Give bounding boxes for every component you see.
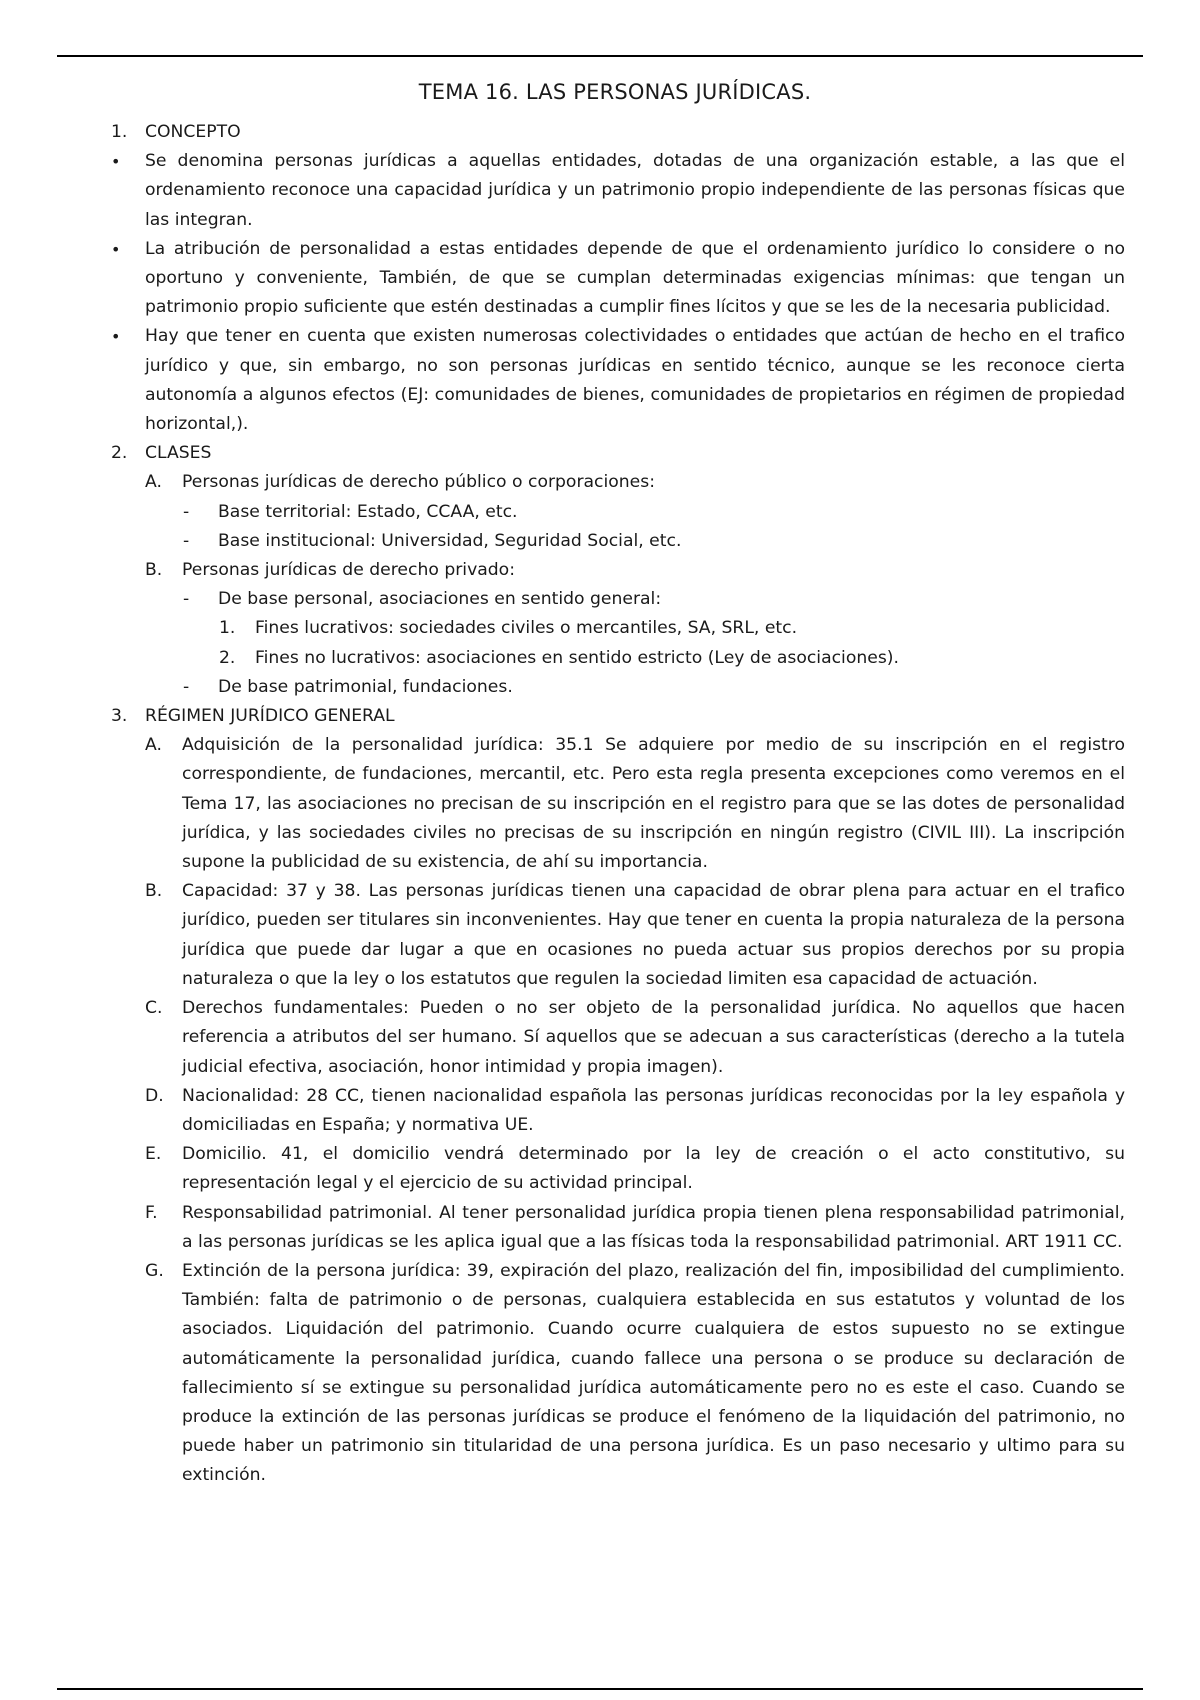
section-clases-heading	[0, 439, 1200, 468]
list-item	[0, 1140, 1200, 1198]
list-item	[0, 235, 1200, 323]
section-regimen-heading	[0, 702, 1200, 731]
paragraph-text: Se denomina personas jurídicas a aquellas entidades, dotadas de una organización estable, a las que el ordenamiento reconoce una capacidad jurídica y un patrimonio propio independiente de las personas físicas que las integran.	[145, 151, 1125, 230]
dash-marker: -	[183, 501, 190, 522]
list-item	[0, 644, 1200, 673]
list-item	[0, 1082, 1200, 1140]
paragraph-text: Personas jurídicas de derecho privado:	[182, 560, 515, 581]
paragraph-text: Hay que tener en cuenta que existen numerosas colectividades o entidades que actúan de hecho en el trafico jurídico y que, sin embargo, no son personas jurídicas en sentido técnico, aunque se les reconoce cierta autonomía a algunos efectos (EJ: comunidades de bienes, comunidades de propietarios en régimen de propiedad horizontal,).	[145, 326, 1125, 435]
list-item	[0, 468, 1200, 497]
paragraph-text: Base territorial: Estado, CCAA, etc.	[218, 501, 518, 522]
paragraph-text: De base personal, asociaciones en sentido general:	[218, 589, 662, 610]
list-item	[0, 585, 1200, 614]
section-number: 1.	[111, 122, 128, 142]
item-number: 1.	[219, 618, 236, 639]
paragraph-text: La atribución de personalidad a estas entidades depende de que el ordenamiento jurídico lo considere o no oportuno y conveniente, También, de que se cumplan determinadas exigencias mínimas: que tengan un patrimonio propio suficiente que estén destinadas a cumplir fines lícitos y que se les de la necesaria publicidad.	[145, 238, 1125, 318]
paragraph-text: Personas jurídicas de derecho público o corporaciones:	[182, 472, 655, 493]
list-item	[0, 527, 1200, 556]
paragraph-text: Domicilio. 41, el domicilio vendrá determinado por la ley de creación o el acto constitutivo, su representación legal y el ejercicio de su actividad principal.	[182, 1144, 1125, 1194]
dash-marker: -	[183, 589, 190, 610]
dash-marker: -	[183, 676, 190, 697]
list-item	[0, 147, 1200, 235]
section-title: RÉGIMEN JURÍDICO GENERAL	[145, 706, 395, 727]
paragraph-text: De base patrimonial, fundaciones.	[218, 676, 513, 697]
item-letter: A.	[145, 735, 162, 756]
document-page	[0, 72, 1200, 1491]
paragraph-text: Adquisición de la personalidad jurídica: 35.1 Se adquiere por medio de su inscripción en el registro correspondiente, de fundaciones, mercantil, etc. Pero esta regla presenta excepciones como veremos en el Tema 17, las asociaciones no precisan de su inscripción en el registro para que se las dotes de personalidad jurídica, y las sociedades civiles no precisas de su inscripción en ningún registro (CIVIL III). La inscripción supone la publicidad de su existencia, de ahí su importancia.	[182, 735, 1125, 873]
item-letter: G.	[145, 1260, 164, 1281]
item-letter: D.	[145, 1085, 164, 1106]
bullet-marker: •	[111, 152, 121, 172]
list-item	[0, 322, 1200, 439]
bullet-marker: •	[111, 327, 121, 347]
item-number: 2.	[219, 647, 236, 668]
section-title: CONCEPTO	[145, 122, 241, 142]
list-item	[0, 1199, 1200, 1257]
top-rule	[57, 55, 1143, 57]
list-item	[0, 994, 1200, 1082]
item-letter: A.	[145, 472, 162, 493]
dash-marker: -	[183, 530, 190, 551]
paragraph-text: Fines no lucrativos: asociaciones en sentido estricto (Ley de asociaciones).	[255, 647, 899, 668]
paragraph-text: Nacionalidad: 28 CC, tienen nacionalidad española las personas jurídicas reconocidas por la ley española y domiciliadas en España; y normativa UE.	[182, 1085, 1125, 1135]
bottom-rule	[57, 1688, 1143, 1690]
item-letter: F.	[145, 1202, 158, 1223]
paragraph-text: Extinción de la persona jurídica: 39, expiración del plazo, realización del fin, imposibilidad del cumplimiento. También: falta de patrimonio o de personas, cualquiera establecida en sus estatutos y voluntad de los asociados. Liquidación del patrimonio. Cuando ocurre cualquiera de estos supuesto no se extingue automáticamente la personalidad jurídica, cuando fallece una persona o se produce su declaración de fallecimiento sí se extingue su personalidad jurídica automáticamente pero no es este el caso. Cuando se produce la extinción de las personas jurídicas se produce el fenómeno de la liquidación del patrimonio, no puede haber un patrimonio sin titularidad de una persona jurídica. Es un paso necesario y ultimo para su extinción.	[182, 1260, 1125, 1486]
paragraph-text: Derechos fundamentales: Pueden o no ser objeto de la personalidad jurídica. No aquellos que hacen referencia a atributos del ser humano. Sí aquellos que se adecuan a sus características (derecho a la tutela judicial efectiva, asociación, honor intimidad y propia imagen).	[182, 998, 1125, 1077]
item-letter: B.	[145, 560, 163, 581]
paragraph-text: Responsabilidad patrimonial. Al tener personalidad jurídica propia tienen plena responsabilidad patrimonial, a las personas jurídicas se les aplica igual que a las físicas toda la responsabilidad patrimonial. ART 1911 CC.	[182, 1202, 1125, 1252]
list-item	[0, 731, 1200, 877]
section-concepto-heading	[0, 118, 1200, 147]
item-letter: E.	[145, 1144, 162, 1165]
paragraph-text: Capacidad: 37 y 38. Las personas jurídicas tienen una capacidad de obrar plena para actuar en el trafico jurídico, pueden ser titulares sin inconvenientes. Hay que tener en cuenta la propia naturaleza de la persona jurídica que puede dar lugar a que en ocasiones no pueda actuar sus propios derechos por su propia naturaleza o que la ley o los estatutos que regulen la sociedad limiten esa capacidad de actuación.	[182, 881, 1125, 989]
section-title: CLASES	[145, 443, 212, 464]
bullet-marker: •	[111, 239, 121, 259]
list-item	[0, 498, 1200, 527]
section-number: 3.	[111, 706, 128, 727]
item-letter: B.	[145, 881, 163, 902]
document-title: TEMA 16. LAS PERSONAS JURÍDICAS.	[418, 80, 812, 104]
paragraph-text: Fines lucrativos: sociedades civiles o mercantiles, SA, SRL, etc.	[255, 618, 798, 639]
item-letter: C.	[145, 998, 163, 1019]
list-item	[0, 1257, 1200, 1491]
list-item	[0, 556, 1200, 585]
list-item	[0, 614, 1200, 643]
list-item	[0, 877, 1200, 994]
section-number: 2.	[111, 443, 128, 464]
list-item	[0, 673, 1200, 702]
paragraph-text: Base institucional: Universidad, Seguridad Social, etc.	[218, 530, 682, 551]
